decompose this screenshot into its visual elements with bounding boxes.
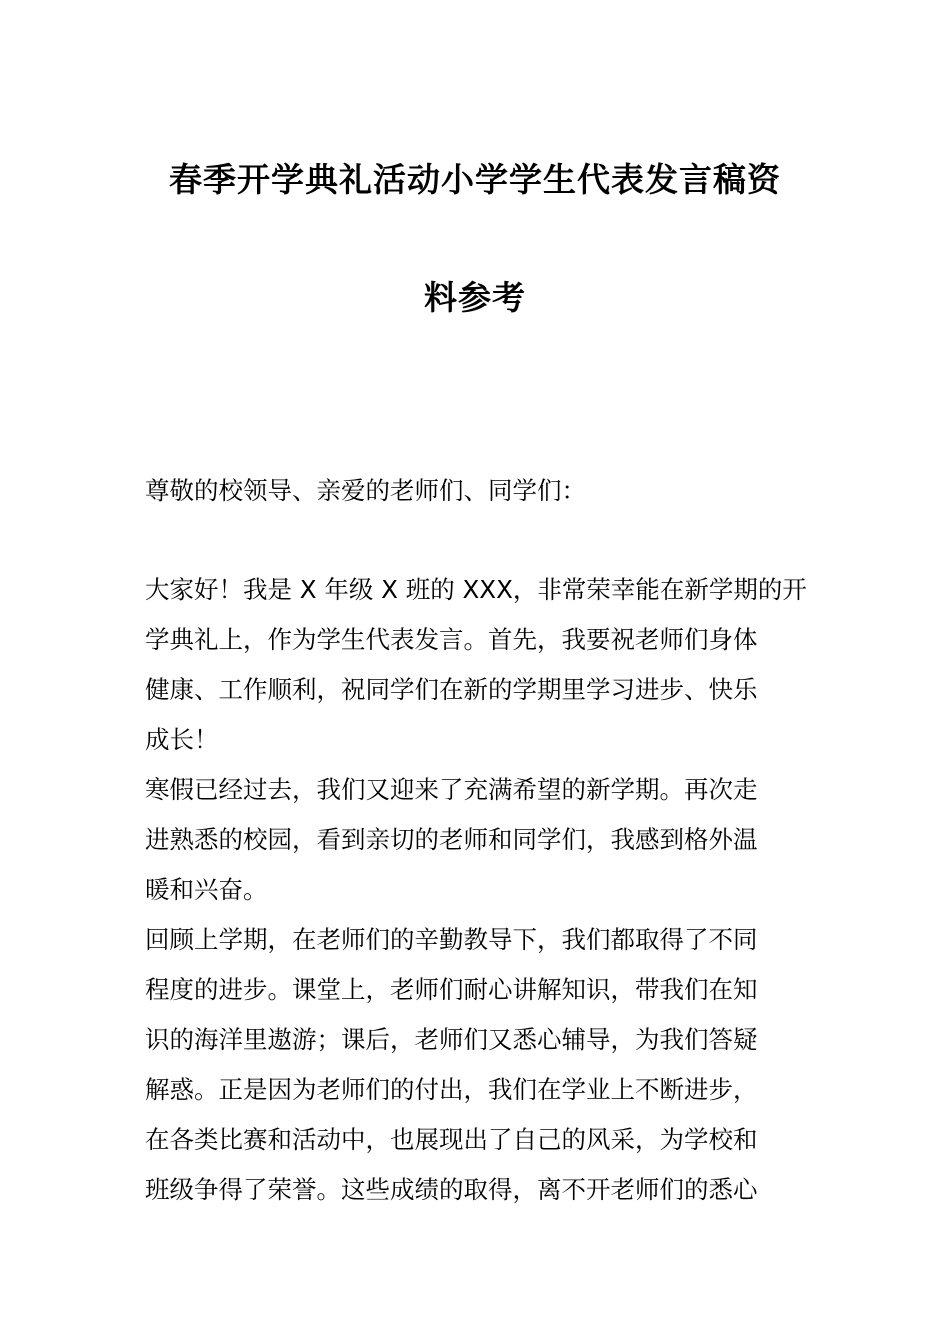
- document-title-line-1: 春季开学典礼活动小学学生代表发言稿资: [169, 160, 781, 199]
- body-line: 回顾上学期，在老师们的辛勤教导下，我们都取得了不同: [145, 925, 758, 954]
- document-title-line-2: 料参考: [424, 278, 526, 317]
- body-line: 进熟悉的校园，看到亲切的老师和同学们，我感到格外温: [145, 825, 758, 854]
- body-line: 成长！: [145, 725, 219, 754]
- body-line: 大家好！我是 X 年级 X 班的 XXX，非常荣幸能在新学期的开: [145, 575, 807, 604]
- document-body: [145, 565, 815, 1215]
- body-line: 解惑。正是因为老师们的付出，我们在学业上不断进步，: [145, 1075, 758, 1104]
- body-line: 学典礼上，作为学生代表发言。首先，我要祝老师们身体: [145, 625, 758, 654]
- body-line: 识的海洋里遨游；课后，老师们又悉心辅导，为我们答疑: [145, 1025, 758, 1054]
- body-line: 程度的进步。课堂上，老师们耐心讲解知识，带我们在知: [145, 975, 758, 1004]
- body-line: 班级争得了荣誉。这些成绩的取得，离不开老师们的悉心: [145, 1175, 758, 1204]
- body-line: 暖和兴奋。: [145, 875, 268, 904]
- body-line: 健康、工作顺利，祝同学们在新的学期里学习进步、快乐: [145, 675, 758, 704]
- greeting: 尊敬的校领导、亲爱的老师们、同学们：: [145, 476, 586, 505]
- body-line: 在各类比赛和活动中，也展现出了自己的风采，为学校和: [145, 1125, 758, 1154]
- body-line: 寒假已经过去，我们又迎来了充满希望的新学期。再次走: [145, 775, 758, 804]
